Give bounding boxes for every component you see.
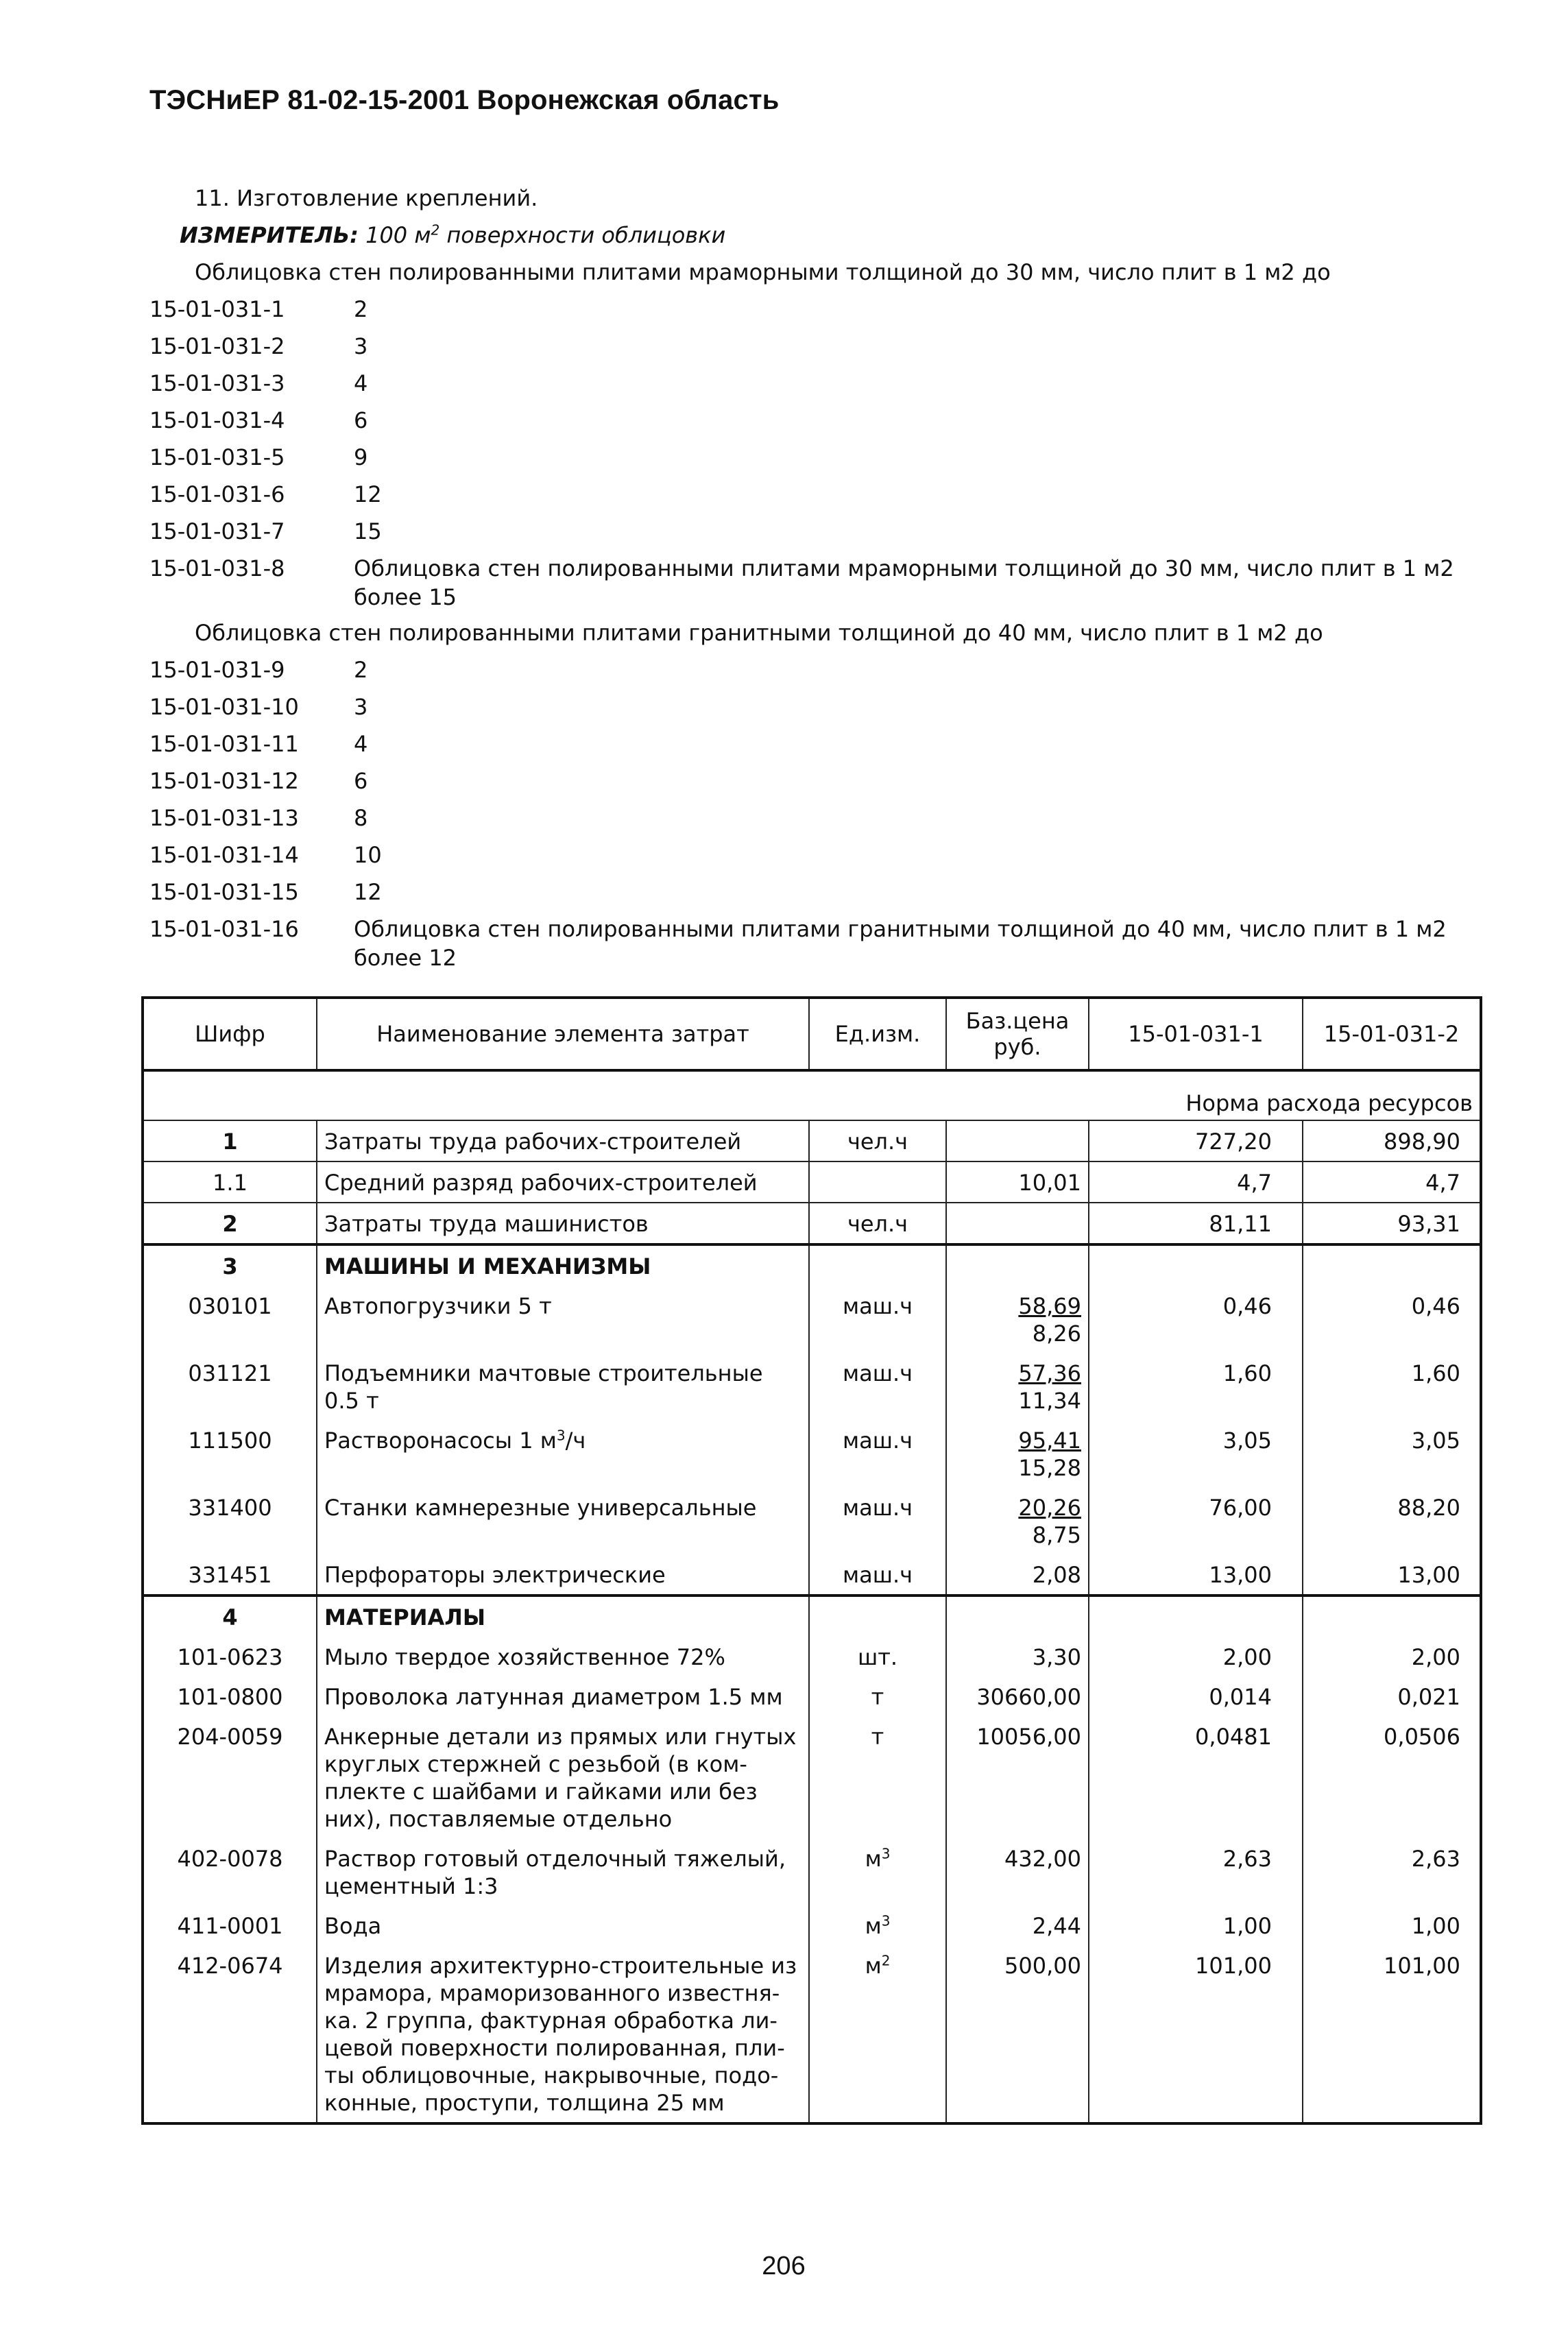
- cell-code: 1.1: [143, 1161, 317, 1203]
- header-col2: 15-01-031-2: [1303, 998, 1481, 1070]
- header-col1: 15-01-031-1: [1089, 998, 1303, 1070]
- cell-name: Подъемники мачтовые строительные 0.5 т: [317, 1353, 809, 1420]
- group2-title: Облицовка стен полированными плитами гранитными толщиной до 40 мм, число плит в 1 м2 до: [195, 620, 1323, 646]
- cell-name: Перфораторы электрические: [317, 1554, 809, 1596]
- cell-unit: т: [809, 1676, 946, 1716]
- header-unit: Ед.изм.: [809, 998, 946, 1070]
- cell-name: Мыло твердое хозяйственное 72%: [317, 1637, 809, 1676]
- code-row: [149, 550, 1493, 612]
- cell-value-col1: 81,11: [1089, 1203, 1303, 1244]
- table-row: [143, 1161, 1481, 1203]
- cell-unit: маш.ч: [809, 1286, 946, 1353]
- cell-name: Растворонасосы 1 $м^3/ч$: [317, 1420, 809, 1487]
- code-row: [149, 476, 1493, 513]
- code-row: [149, 402, 1493, 439]
- cell-price: 2,44: [946, 1905, 1089, 1945]
- code-id: 15-01-031-9: [149, 657, 285, 683]
- cell-value-col1: 4,7: [1089, 1161, 1303, 1203]
- cell-value-col2: 2,63: [1303, 1838, 1481, 1905]
- code-description: 12: [354, 481, 382, 507]
- cell-value-col2: 101,00: [1303, 1945, 1481, 2123]
- cell-name: Вода: [317, 1905, 809, 1945]
- code-description: 15: [354, 518, 382, 544]
- cell-value-col1: [1089, 1596, 1303, 1637]
- cell-code: 204-0059: [143, 1716, 317, 1838]
- code-description: 3: [354, 694, 368, 720]
- cell-code: 402-0078: [143, 1838, 317, 1905]
- code-row: [149, 513, 1493, 550]
- table-row: [143, 1244, 1481, 1286]
- code-id: 15-01-031-15: [149, 879, 299, 905]
- group1-title: Облицовка стен полированными плитами мраморными толщиной до 30 мм, число плит в 1 м2 до: [195, 259, 1331, 285]
- measure-label: ИЗМЕРИТЕЛЬ:: [180, 222, 359, 248]
- cell-code: 412-0674: [143, 1945, 317, 2123]
- cell-value-col1: 3,05: [1089, 1420, 1303, 1487]
- cell-price: 20,26 8,75: [946, 1487, 1089, 1554]
- table-row: [143, 1596, 1481, 1637]
- cell-unit: чел.ч: [809, 1120, 946, 1161]
- code-row: [149, 365, 1493, 402]
- resource-norms-table: [141, 996, 1482, 2125]
- cell-value-col1: 2,00: [1089, 1637, 1303, 1676]
- table-row: [143, 1353, 1481, 1420]
- table-row: [143, 1945, 1481, 2123]
- cell-price: 57,36 11,34: [946, 1353, 1089, 1420]
- cell-value-col2: 88,20: [1303, 1487, 1481, 1554]
- intro-section: [149, 180, 1493, 975]
- cell-code: 4: [143, 1596, 317, 1637]
- cell-code: 331451: [143, 1554, 317, 1596]
- code-description: Облицовка стен полированными плитами гранитными толщиной до 40 мм, число плит в 1 м2 более 12: [354, 916, 1447, 971]
- table-row: [143, 1838, 1481, 1905]
- cell-name: МАТЕРИАЛЫ: [317, 1596, 809, 1637]
- code-id: 15-01-031-10: [149, 694, 299, 720]
- code-description: 2: [354, 657, 368, 683]
- cell-name: МАШИНЫ И МЕХАНИЗМЫ: [317, 1244, 809, 1286]
- code-description: 10: [354, 842, 382, 868]
- code-id: 15-01-031-5: [149, 444, 285, 470]
- cell-price: [946, 1244, 1089, 1286]
- cell-unit: $м^2$: [809, 1945, 946, 2123]
- cell-price: 10056,00: [946, 1716, 1089, 1838]
- code-row: [149, 762, 1493, 799]
- code-row: [149, 328, 1493, 365]
- cell-code: 2: [143, 1203, 317, 1244]
- code-description: 4: [354, 370, 368, 396]
- code-description: 2: [354, 296, 368, 322]
- code-row: [149, 291, 1493, 328]
- table-row: [143, 1637, 1481, 1676]
- cell-value-col1: 2,63: [1089, 1838, 1303, 1905]
- cell-code: 331400: [143, 1487, 317, 1554]
- code-description: Облицовка стен полированными плитами мраморными толщиной до 30 мм, число плит в 1 м2 более 15: [354, 555, 1454, 610]
- cell-unit: $м^3$: [809, 1905, 946, 1945]
- cell-price: 58,69 8,26: [946, 1286, 1089, 1353]
- cell-unit: [809, 1596, 946, 1637]
- table-header-row: [143, 998, 1481, 1070]
- cell-value-col2: 0,0506: [1303, 1716, 1481, 1838]
- code-id: 15-01-031-12: [149, 768, 299, 794]
- cell-price: 95,41 15,28: [946, 1420, 1089, 1487]
- cell-value-col1: 0,014: [1089, 1676, 1303, 1716]
- step-title: 11. Изготовление креплений.: [195, 185, 538, 211]
- cell-unit: т: [809, 1716, 946, 1838]
- code-id: 15-01-031-7: [149, 518, 285, 544]
- code-id: 15-01-031-1: [149, 296, 285, 322]
- table-row: [143, 1420, 1481, 1487]
- code-id: 15-01-031-16: [149, 916, 299, 942]
- page-number: 206: [762, 2252, 806, 2280]
- cell-price: [946, 1203, 1089, 1244]
- table-row: [143, 1554, 1481, 1596]
- cell-price: 2,08: [946, 1554, 1089, 1596]
- code-row: [149, 874, 1493, 911]
- cell-code: 101-0800: [143, 1676, 317, 1716]
- cell-value-col2: 3,05: [1303, 1420, 1481, 1487]
- code-description: 6: [354, 407, 368, 433]
- code-description: 6: [354, 768, 368, 794]
- cell-value-col2: 93,31: [1303, 1203, 1481, 1244]
- cell-price: [946, 1120, 1089, 1161]
- header-price: Баз.цена руб.: [946, 998, 1089, 1070]
- cell-name: Автопогрузчики 5 т: [317, 1286, 809, 1353]
- cell-unit: маш.ч: [809, 1487, 946, 1554]
- cell-unit: чел.ч: [809, 1203, 946, 1244]
- cell-value-col2: [1303, 1596, 1481, 1637]
- cell-value-col2: 13,00: [1303, 1554, 1481, 1596]
- code-row: [149, 799, 1493, 836]
- table-row: [143, 1286, 1481, 1353]
- table-row: [143, 1676, 1481, 1716]
- code-id: 15-01-031-4: [149, 407, 285, 433]
- code-row: [149, 651, 1493, 688]
- cell-name: Анкерные детали из прямых или гнутых круглых стержней с резьбой (в ком-плекте с шайбами и гайками или без них), поставляемые отдельно: [317, 1716, 809, 1838]
- header-name: Наименование элемента затрат: [317, 998, 809, 1070]
- cell-name: Раствор готовый отделочный тяжелый, цементный 1:3: [317, 1838, 809, 1905]
- cell-unit: маш.ч: [809, 1353, 946, 1420]
- cell-value-col1: 1,00: [1089, 1905, 1303, 1945]
- cell-name: Проволока латунная диаметром 1.5 мм: [317, 1676, 809, 1716]
- cell-code: 030101: [143, 1286, 317, 1353]
- cell-name: Изделия архитектурно-строительные из мрамора, мраморизованного известня-ка. 2 группа, фактурная обработка ли-цевой поверхности полированная, пли-ты облицовочные, накрывочные, подо-конные, проступи, толщина 25 мм: [317, 1945, 809, 2123]
- code-id: 15-01-031-13: [149, 805, 299, 831]
- cell-value-col2: 1,00: [1303, 1905, 1481, 1945]
- code-row: [149, 439, 1493, 476]
- cell-price: 500,00: [946, 1945, 1089, 2123]
- code-id: 15-01-031-6: [149, 481, 285, 507]
- cell-price: 3,30: [946, 1637, 1089, 1676]
- cell-name: Затраты труда рабочих-строителей: [317, 1120, 809, 1161]
- code-id: 15-01-031-3: [149, 370, 285, 396]
- cell-value-col2: 0,46: [1303, 1286, 1481, 1353]
- code-description: 9: [354, 444, 368, 470]
- cell-value-col2: 2,00: [1303, 1637, 1481, 1676]
- cell-name: Станки камнерезные универсальные: [317, 1487, 809, 1554]
- cell-name: Затраты труда машинистов: [317, 1203, 809, 1244]
- cell-unit: шт.: [809, 1637, 946, 1676]
- table-row: [143, 1716, 1481, 1838]
- code-id: 15-01-031-8: [149, 555, 285, 581]
- code-row: [149, 836, 1493, 874]
- cell-unit: маш.ч: [809, 1420, 946, 1487]
- table-row: [143, 1487, 1481, 1554]
- cell-unit: $м^3$: [809, 1838, 946, 1905]
- cell-value-col1: [1089, 1244, 1303, 1286]
- cell-price: 432,00: [946, 1838, 1089, 1905]
- page-title: ТЭСНиЕР 81-02-15-2001 Воронежская область: [149, 85, 780, 115]
- group1-list: [149, 291, 1493, 612]
- cell-value-col1: 0,46: [1089, 1286, 1303, 1353]
- cell-value-col1: 13,00: [1089, 1554, 1303, 1596]
- cell-code: 101-0623: [143, 1637, 317, 1676]
- code-description: 3: [354, 333, 368, 359]
- norm-label-row: [143, 1070, 1481, 1120]
- code-id: 15-01-031-14: [149, 842, 299, 868]
- cell-value-col1: 727,20: [1089, 1120, 1303, 1161]
- measure-line: [149, 217, 1493, 254]
- norm-label: Норма расхода ресурсов: [143, 1070, 1481, 1120]
- table-row: [143, 1905, 1481, 1945]
- cell-code: 1: [143, 1120, 317, 1161]
- cell-price: 10,01: [946, 1161, 1089, 1203]
- cell-value-col2: 0,021: [1303, 1676, 1481, 1716]
- cell-code: 3: [143, 1244, 317, 1286]
- cell-unit: [809, 1244, 946, 1286]
- cell-price: [946, 1596, 1089, 1637]
- cell-value-col1: 1,60: [1089, 1353, 1303, 1420]
- cell-code: 411-0001: [143, 1905, 317, 1945]
- code-id: 15-01-031-2: [149, 333, 285, 359]
- code-row: [149, 911, 1493, 972]
- cell-value-col1: 76,00: [1089, 1487, 1303, 1554]
- cell-unit: [809, 1161, 946, 1203]
- cell-value-col2: 1,60: [1303, 1353, 1481, 1420]
- code-description: 8: [354, 805, 368, 831]
- code-row: [149, 688, 1493, 725]
- code-description: 4: [354, 731, 368, 757]
- group2-list: [149, 651, 1493, 972]
- cell-value-col2: [1303, 1244, 1481, 1286]
- cell-value-col2: 898,90: [1303, 1120, 1481, 1161]
- cell-code: 031121: [143, 1353, 317, 1420]
- cell-value-col2: 4,7: [1303, 1161, 1481, 1203]
- cell-unit: маш.ч: [809, 1554, 946, 1596]
- code-description: 12: [354, 879, 382, 905]
- cell-value-col1: 0,0481: [1089, 1716, 1303, 1838]
- table-row: [143, 1203, 1481, 1244]
- measure-value: 100 $м^2$ поверхности облицовки: [365, 221, 726, 248]
- cell-value-col1: 101,00: [1089, 1945, 1303, 2123]
- cell-name: Средний разряд рабочих-строителей: [317, 1161, 809, 1203]
- cell-price: 30660,00: [946, 1676, 1089, 1716]
- code-id: 15-01-031-11: [149, 731, 299, 757]
- table-row: [143, 1120, 1481, 1161]
- cell-code: 111500: [143, 1420, 317, 1487]
- header-code: Шифр: [143, 998, 317, 1070]
- code-row: [149, 725, 1493, 762]
